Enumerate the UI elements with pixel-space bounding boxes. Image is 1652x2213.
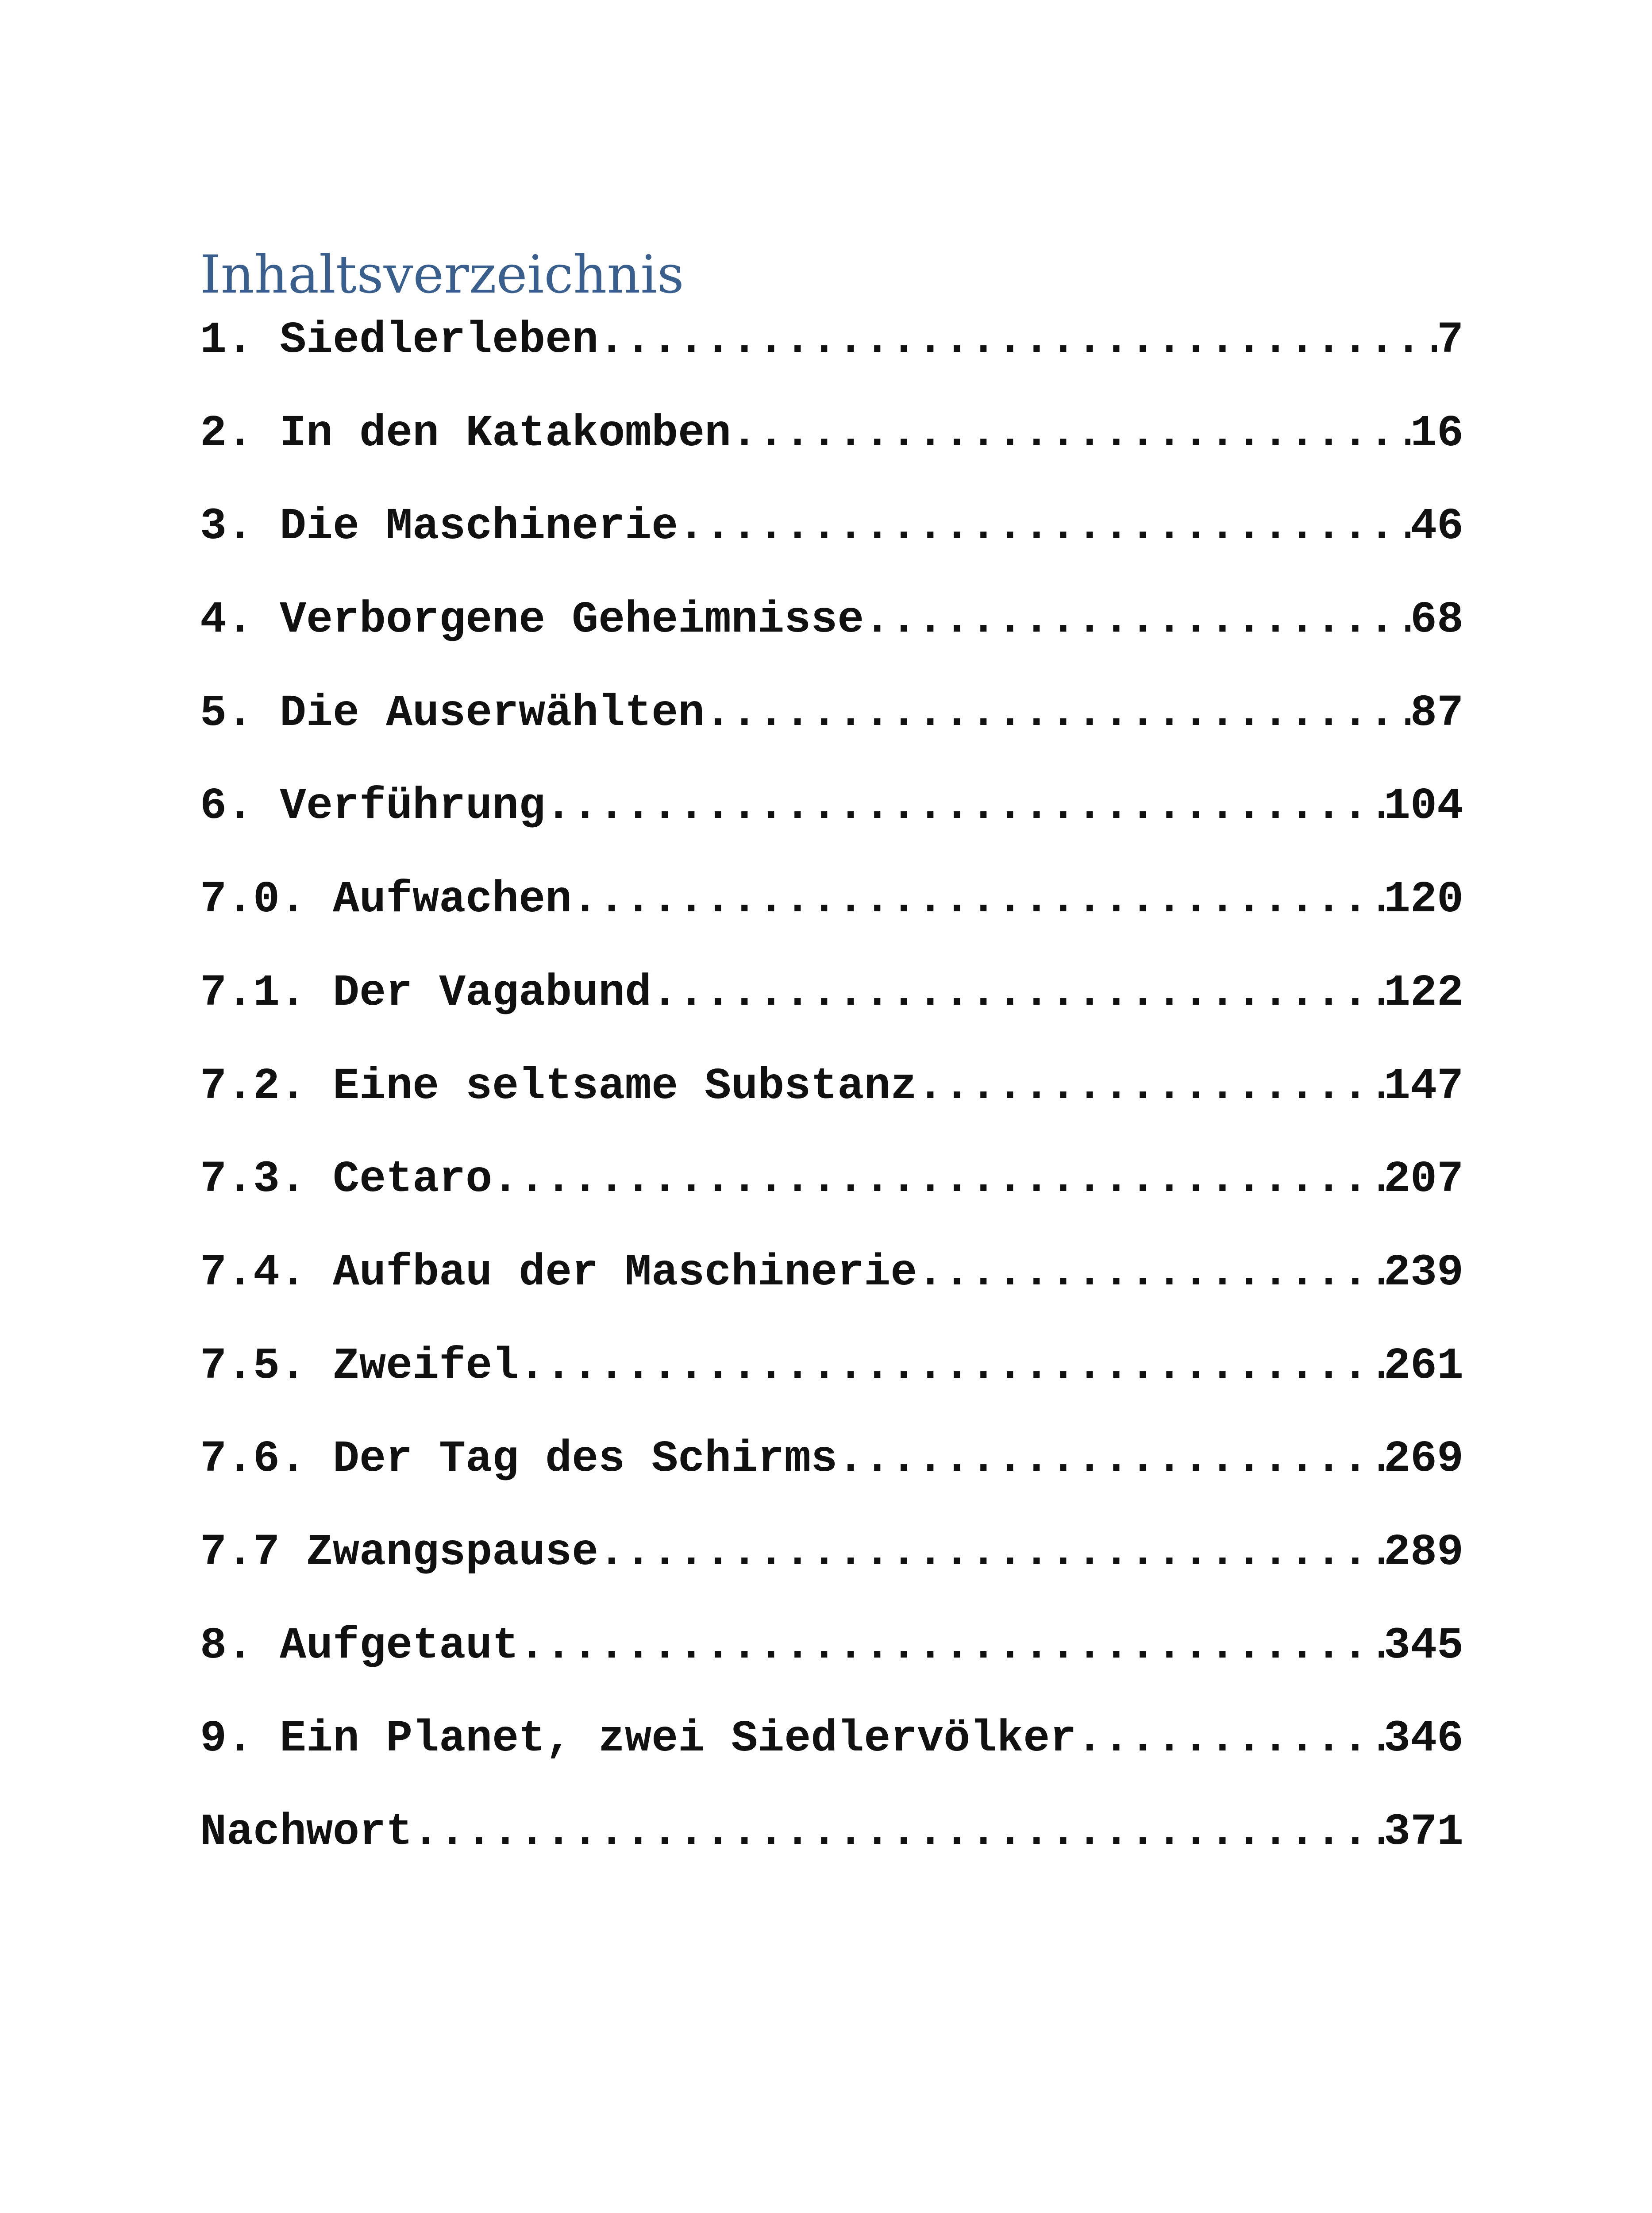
toc-dot-leader: [519, 1620, 1384, 1673]
toc-entry-page: 87: [1410, 688, 1463, 739]
toc-entry-5[interactable]: [200, 687, 1463, 781]
toc-entry-9[interactable]: [200, 1060, 1463, 1154]
toc-dot-leader: [572, 874, 1384, 927]
toc-entry-page: 104: [1383, 782, 1463, 832]
toc-dot-leader: [731, 408, 1410, 461]
toc-title: Inhaltsverzeichnis: [200, 244, 684, 305]
toc-entry-6[interactable]: [200, 780, 1463, 874]
toc-entry-page: 16: [1410, 409, 1463, 459]
toc-entry-label: 6. Verführung: [200, 782, 546, 832]
toc-entry-label: 4. Verborgene Geheimnisse: [200, 595, 864, 646]
toc-entry-page: 371: [1383, 1808, 1463, 1858]
toc-entry-page: 346: [1383, 1714, 1463, 1765]
toc-dot-leader: [1076, 1713, 1384, 1766]
toc-dot-leader: [917, 1060, 1384, 1114]
toc-dot-leader: [519, 1340, 1384, 1393]
toc-entry-label: 8. Aufgetaut: [200, 1621, 519, 1671]
toc-dot-leader: [678, 501, 1410, 554]
toc-entry-label: 7.3. Cetaro: [200, 1155, 493, 1205]
toc-dot-leader: [651, 967, 1384, 1020]
toc-entry-1[interactable]: [200, 314, 1463, 408]
toc-entry-7[interactable]: [200, 874, 1463, 967]
toc-entry-label: 7.7 Zwangspause: [200, 1527, 599, 1578]
toc-entry-4[interactable]: [200, 594, 1463, 687]
toc-entry-page: 207: [1383, 1155, 1463, 1205]
toc-entry-label: 7.1. Der Vagabund: [200, 968, 652, 1018]
toc-dot-leader: [705, 687, 1410, 740]
toc-entry-17[interactable]: [200, 1806, 1463, 1900]
toc-entry-label: 7.6. Der Tag des Schirms: [200, 1434, 838, 1485]
toc-entry-label: 9. Ein Planet, zwei Siedlervölker: [200, 1714, 1077, 1765]
toc-entry-3[interactable]: [200, 501, 1463, 594]
toc-list: [200, 314, 1463, 1900]
toc-entry-label: 1. Siedlerleben: [200, 316, 599, 366]
toc-entry-10[interactable]: [200, 1153, 1463, 1247]
toc-entry-11[interactable]: [200, 1247, 1463, 1340]
toc-entry-12[interactable]: [200, 1340, 1463, 1434]
toc-dot-leader: [598, 1527, 1384, 1580]
toc-dot-leader: [492, 1153, 1384, 1207]
toc-entry-page: 289: [1383, 1527, 1463, 1578]
toc-entry-page: 269: [1383, 1434, 1463, 1485]
toc-entry-label: 2. In den Katakomben: [200, 409, 732, 459]
toc-entry-page: 7: [1436, 316, 1463, 366]
toc-entry-page: 120: [1383, 875, 1463, 925]
toc-entry-label: 5. Die Auserwählten: [200, 688, 705, 739]
toc-entry-label: 7.2. Eine seltsame Substanz: [200, 1061, 917, 1112]
toc-entry-page: 345: [1383, 1621, 1463, 1671]
toc-entry-8[interactable]: [200, 967, 1463, 1060]
toc-dot-leader: [545, 780, 1384, 833]
toc-entry-label: 7.4. Aufbau der Maschinerie: [200, 1248, 917, 1298]
toc-dot-leader: [917, 1247, 1384, 1300]
toc-entry-14[interactable]: [200, 1527, 1463, 1620]
toc-entry-label: 7.0. Aufwachen: [200, 875, 572, 925]
toc-entry-page: 239: [1383, 1248, 1463, 1298]
toc-dot-leader: [837, 1433, 1384, 1486]
toc-entry-page: 46: [1410, 502, 1463, 552]
toc-dot-leader: [598, 314, 1437, 367]
toc-entry-15[interactable]: [200, 1620, 1463, 1713]
toc-dot-leader: [412, 1806, 1384, 1859]
toc-entry-label: Nachwort: [200, 1808, 413, 1858]
toc-entry-label: 3. Die Maschinerie: [200, 502, 678, 552]
toc-entry-page: 68: [1410, 595, 1463, 646]
toc-entry-2[interactable]: [200, 408, 1463, 501]
toc-entry-page: 122: [1383, 968, 1463, 1018]
toc-entry-13[interactable]: [200, 1433, 1463, 1527]
toc-entry-page: 147: [1383, 1061, 1463, 1112]
toc-entry-page: 261: [1383, 1341, 1463, 1392]
toc-entry-16[interactable]: [200, 1713, 1463, 1806]
toc-entry-label: 7.5. Zweifel: [200, 1341, 519, 1392]
toc-dot-leader: [864, 594, 1410, 647]
